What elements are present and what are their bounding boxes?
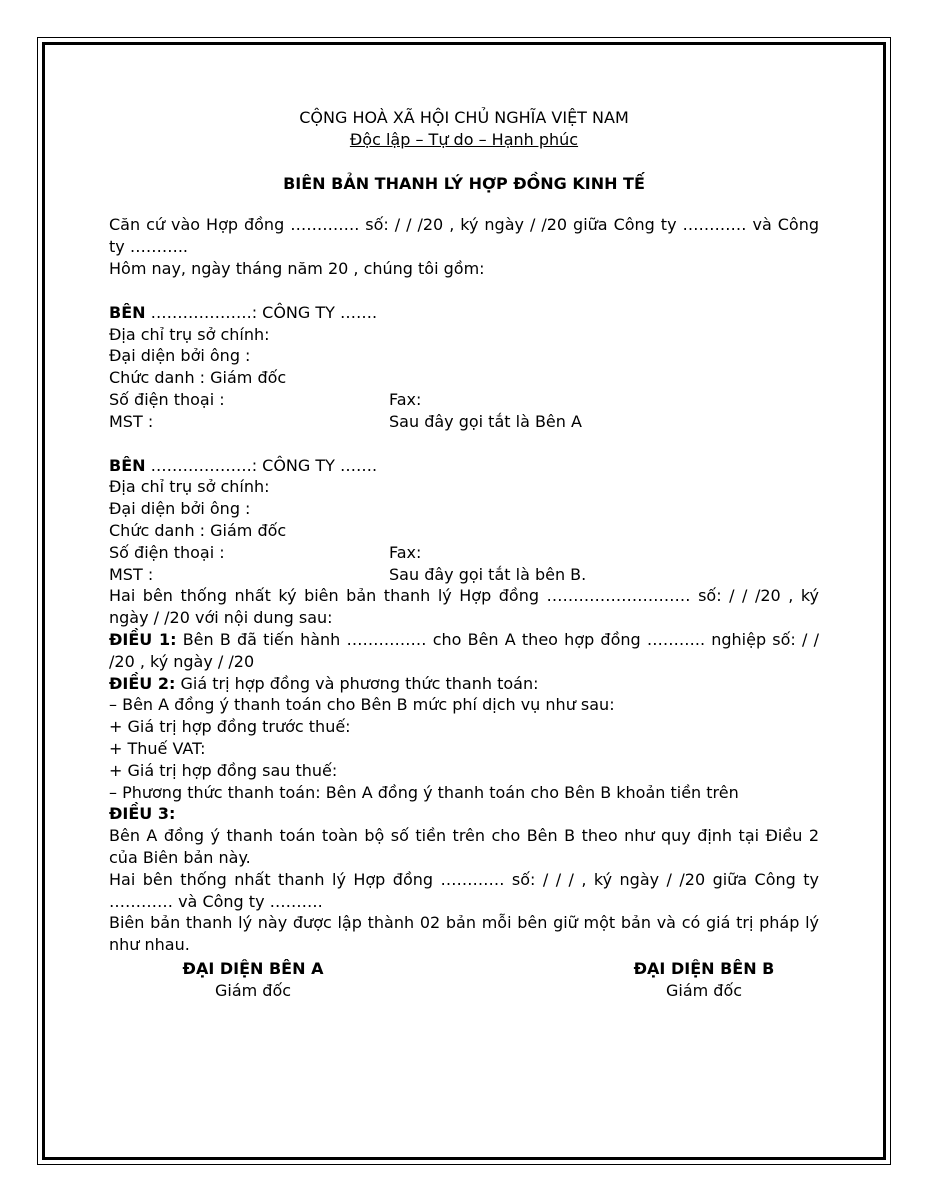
party-b-label: BÊN [109, 455, 146, 475]
article-3-copies: Biên bản thanh lý này được lập thành 02 bản mỗi bên giữ một bản và có giá trị pháp lý như nhau. [109, 913, 819, 955]
party-a-fax: Fax: [389, 389, 422, 409]
signature-party-b [614, 958, 794, 1002]
party-a-alias: Sau đây gọi tắt là Bên A [389, 411, 582, 431]
party-a-tax: MST : [109, 411, 154, 431]
party-b-alias: Sau đây gọi tắt là bên B. [389, 564, 587, 584]
article-3-text: Bên A đồng ý thanh toán toàn bộ số tiền trên cho Bên B theo như quy định tại Điều 2 của Biên bản này. [109, 826, 819, 867]
party-a-representative: Đại diện bởi ông : [109, 346, 251, 366]
party-b-address: Địa chỉ trụ sở chính: [109, 477, 270, 497]
signature-a-role: Giám đốc [214, 980, 292, 1000]
intro-today: Hôm nay, ngày tháng năm 20 , chúng tôi gồm: [109, 258, 485, 278]
party-b-representative: Đại diện bởi ông : [109, 499, 251, 519]
article-2-line: – Phương thức thanh toán: Bên A đồng ý thanh toán cho Bên B khoản tiền trên [109, 782, 739, 802]
motto: Độc lập – Tự do – Hạnh phúc [349, 129, 579, 149]
document-body [109, 107, 819, 1002]
article-2-line: + Giá trị hợp đồng trước thuế: [109, 717, 351, 737]
party-b-section [109, 455, 819, 586]
article-2-line: + Giá trị hợp đồng sau thuế: [109, 760, 338, 780]
article-1 [109, 629, 819, 673]
article-1-text: Bên B đã tiến hành …………… cho Bên A theo hợp đồng ……….. nghiệp số: / / /20 , ký ngày / /20 [109, 629, 819, 671]
party-b-fax: Fax: [389, 542, 422, 562]
signature-b-role: Giám đốc [665, 980, 743, 1000]
signature-block [109, 958, 819, 1002]
party-b-name: ……………….: CÔNG TY ……. [145, 455, 378, 475]
article-2 [109, 673, 819, 804]
party-a-name: ……………….: CÔNG TY ……. [145, 302, 378, 322]
intro-basis: Căn cứ vào Hợp đồng …………. số: / / /20 , ký ngày / /20 giữa Công ty ………… và Công ty ……….. [109, 215, 819, 257]
party-a-phone: Số điện thoại : [109, 389, 225, 409]
signature-b-title: ĐẠI DIỆN BÊN B [633, 958, 775, 978]
article-3-label: ĐIỀU 3: [109, 804, 176, 824]
document-title: BIÊN BẢN THANH LÝ HỢP ĐỒNG KINH TẾ [283, 173, 645, 193]
party-a-section [109, 302, 819, 433]
party-b-position: Chức danh : Giám đốc [109, 520, 287, 540]
article-1-label: ĐIỀU 1: [109, 629, 177, 649]
party-a-position: Chức danh : Giám đốc [109, 368, 287, 388]
article-2-line: + Thuế VAT: [109, 738, 206, 758]
party-a-label: BÊN [109, 302, 146, 322]
party-b-phone: Số điện thoại : [109, 542, 225, 562]
party-b-tax: MST : [109, 564, 154, 584]
agreement-text: Hai bên thống nhất ký biên bản thanh lý Hợp đồng ……………………… số: / / /20 , ký ngày / /20 với nội dung sau: [109, 586, 819, 628]
country-heading: CỘNG HOÀ XÃ HỘI CHỦ NGHĨA VIỆT NAM [299, 108, 629, 127]
signature-a-title: ĐẠI DIỆN BÊN A [182, 958, 324, 978]
article-3 [109, 803, 819, 956]
article-3-liquidation: Hai bên thống nhất thanh lý Hợp đồng ………… số: / / / , ký ngày / /20 giữa Công ty ………… và Công ty ………. [109, 869, 819, 911]
signature-party-a [163, 958, 343, 1002]
article-2-line: – Bên A đồng ý thanh toán cho Bên B mức phí dịch vụ như sau: [109, 695, 615, 715]
article-2-label: ĐIỀU 2: [109, 673, 176, 693]
article-2-text: Giá trị hợp đồng và phương thức thanh toán: [175, 673, 539, 693]
party-a-address: Địa chỉ trụ sở chính: [109, 324, 270, 344]
